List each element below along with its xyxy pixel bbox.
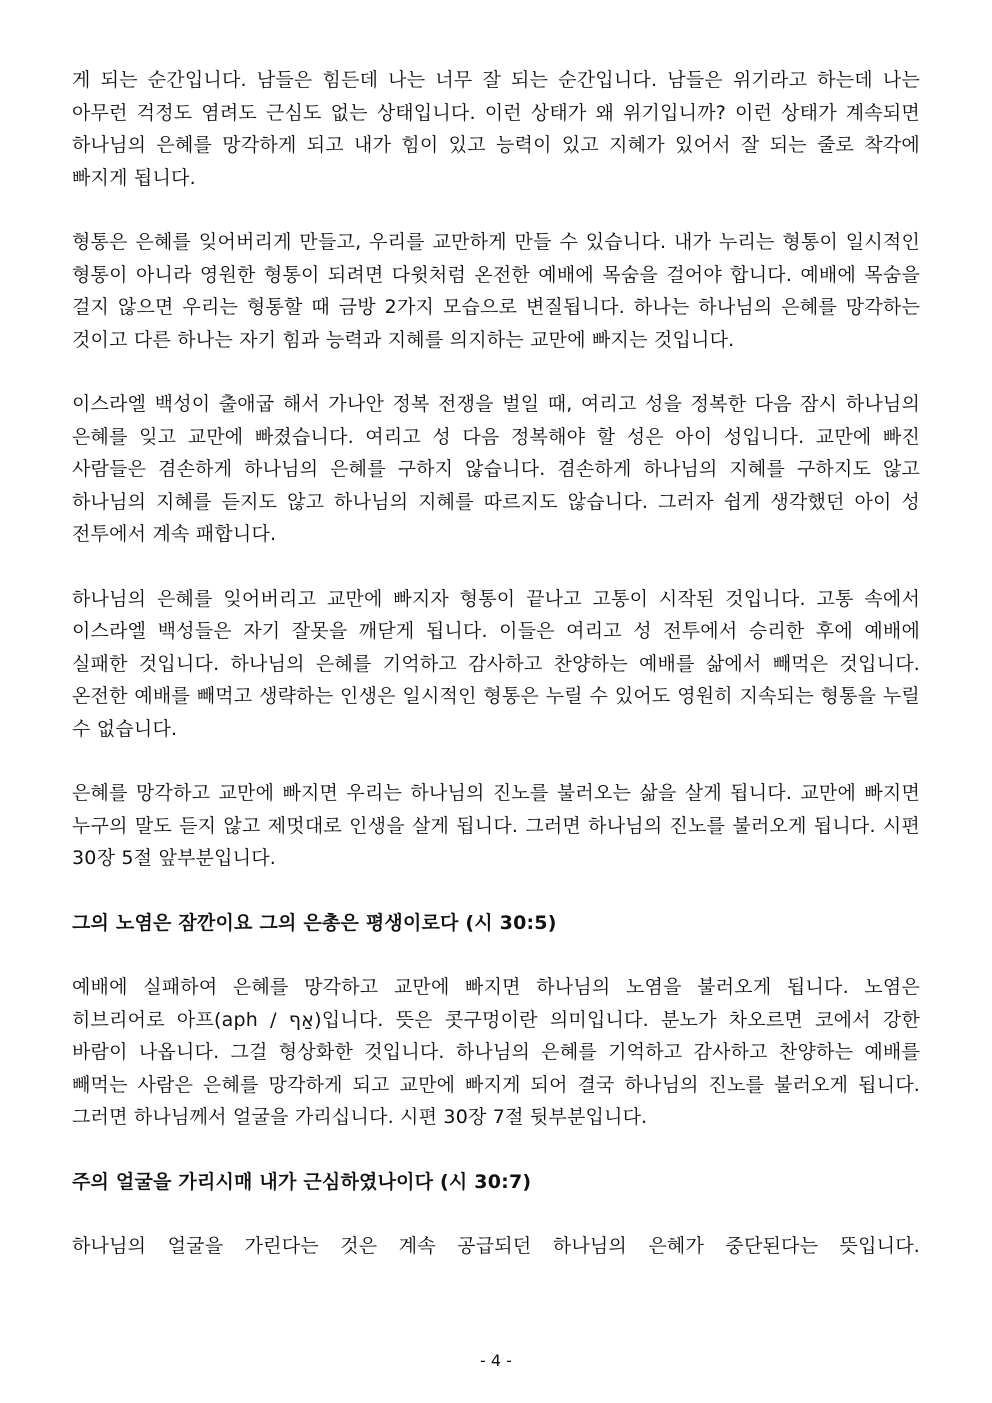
body-paragraph-6: 예배에 실패하여 은혜를 망각하고 교만에 빠지면 하나님의 노염을 불러오게 됩니다. 노염은 히브리어로 아프(aph / אַף)입니다. 뜻은 콧구멍이란 의미입니다. 분노가 차오르면 코에서 강한 바람이 나옵니다. 그걸 형상화한 것입니다. 하나님의 은혜를 기억하고 감사하고 찬양하는 예배를 빼먹는 사람은 은혜를 망각하게 되고 교만에 빠지게 되어 결국 하나님의 진노를 불러오게 됩니다. 그러면 하나님께서 얼굴을 가리십니다. 시편 30장 7절 뒷부분입니다. <box>72 976 920 1128</box>
body-paragraph-1: 게 되는 순간입니다. 남들은 힘든데 나는 너무 잘 되는 순간입니다. 남들은 위기라고 하는데 나는 아무런 걱정도 염려도 근심도 없는 상태입니다. 이런 상태가 왜 위기입니까? 이런 상태가 계속되면 하나님의 은혜를 망각하게 되고 내가 힘이 있고 능력이 있고 지혜가 있어서 잘 되는 줄로 착각에 빠지게 됩니다. <box>72 69 920 189</box>
document-page <box>72 64 920 1295</box>
scripture-heading-2: 주의 얼굴을 가리시매 내가 근심하였나이다 (시 30:7) <box>72 1170 532 1193</box>
page-number: - 4 - <box>480 1351 512 1370</box>
body-paragraph-4: 하나님의 은혜를 잊어버리고 교만에 빠지자 형통이 끝나고 고통이 시작된 것입니다. 고통 속에서 이스라엘 백성들은 자기 잘못을 깨닫게 됩니다. 이들은 여리고 성 전투에서 승리한 후에 예배에 실패한 것입니다. 하나님의 은혜를 기억하고 감사하고 찬양하는 예배를 삶에서 빼먹은 것입니다. 온전한 예배를 빼먹고 생략하는 인생은 일시적인 형통은 누릴 수 있어도 영원히 지속되는 형통을 누릴 수 없습니다. <box>72 587 920 740</box>
scripture-heading-1: 그의 노염은 잠깐이요 그의 은총은 평생이로다 (시 30:5) <box>72 911 557 934</box>
body-paragraph-2: 형통은 은혜를 잊어버리게 만들고, 우리를 교만하게 만들 수 있습니다. 내가 누리는 형통이 일시적인 형통이 아니라 영원한 형통이 되려면 다윗처럼 온전한 예배에 목숨을 걸어야 합니다. 예배에 목숨을 걸지 않으면 우리는 형통할 때 금방 2가지 모습으로 변질됩니다. 하나는 하나님의 은혜를 망각하는 것이고 다른 하나는 자기 힘과 능력과 지혜를 의지하는 교만에 빠지는 것입니다. <box>72 231 920 351</box>
body-paragraph-7: 하나님의 얼굴을 가린다는 것은 계속 공급되던 하나님의 은혜가 중단된다는 뜻입니다. <box>72 1235 920 1257</box>
body-paragraph-5: 은혜를 망각하고 교만에 빠지면 우리는 하나님의 진노를 불러오는 삶을 살게 됩니다. 교만에 빠지면 누구의 말도 듣지 않고 제멋대로 인생을 살게 됩니다. 그러면 하나님의 진노를 불러오게 됩니다. 시편 30장 5절 앞부분입니다. <box>72 782 920 869</box>
body-paragraph-3: 이스라엘 백성이 출애굽 해서 가나안 정복 전쟁을 벌일 때, 여리고 성을 정복한 다음 잠시 하나님의 은혜를 잊고 교만에 빠졌습니다. 여리고 성 다음 정복해야 할 성은 아이 성입니다. 교만에 빠진 사람들은 겸손하게 하나님의 은혜를 구하지 않습니다. 겸손하게 하나님의 지혜를 구하지도 않고 하나님의 지혜를 듣지도 않고 하나님의 지혜를 따르지도 않습니다. 그러자 쉽게 생각했던 아이 성 전투에서 계속 패합니다. <box>72 393 920 545</box>
